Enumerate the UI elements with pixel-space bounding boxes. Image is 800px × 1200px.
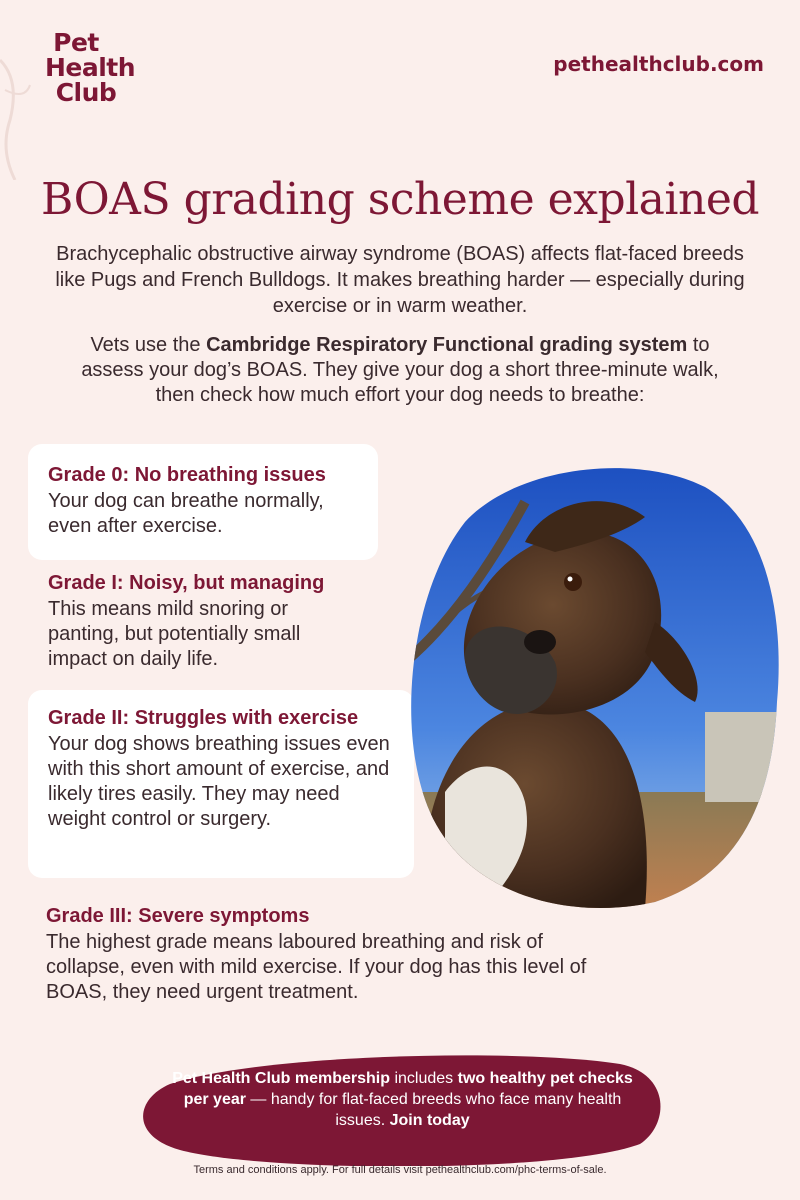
grade-0-card xyxy=(28,444,378,560)
grading-system-paragraph xyxy=(70,333,730,408)
cta-text-part4: — handy for flat-faced breeds who face many health issues. xyxy=(245,1091,622,1129)
cta-text-part2: includes xyxy=(390,1070,458,1087)
grade-1-heading: Grade I: Noisy, but managing xyxy=(48,572,325,594)
logo-line-pet: Pet xyxy=(53,28,99,57)
grading-intro-after: to assess your dog’s BOAS. They give your dog a short three-minute walk, then check how much effort your dog needs to breathe: xyxy=(81,334,719,406)
grade-2-heading: Grade II: Struggles with exercise xyxy=(48,707,359,729)
join-today-link[interactable]: Join today xyxy=(389,1112,470,1129)
site-url-link[interactable]: pethealthclub.com xyxy=(553,52,764,76)
grading-intro-before: Vets use the xyxy=(90,334,207,356)
intro-paragraph: Brachycephalic obstructive airway syndrome (BOAS) affects flat-faced breeds like Pugs and French Bulldogs. It makes breathing harder — especially during exercise or in warm weather. xyxy=(55,243,745,317)
membership-cta-text[interactable] xyxy=(160,1068,645,1131)
grading-system-name: Cambridge Respiratory Functional grading system xyxy=(206,334,688,356)
logo-line-health: Health xyxy=(44,53,136,82)
grade-3-text: The highest grade means laboured breathing and risk of collapse, even with mild exercise. If your dog has this level of BOAS, they need urgent treatment. xyxy=(46,931,587,1003)
grade-3-card xyxy=(26,900,626,1020)
brindle-dog-photo xyxy=(405,462,783,908)
pet-health-club-logo[interactable] xyxy=(30,30,150,105)
terms-footer: Terms and conditions apply. For full details visit pethealthclub.com/phc-terms-of-sale. xyxy=(193,1164,607,1176)
cta-health-checks: two healthy pet checks per year xyxy=(183,1070,633,1108)
grade-1-text: This means mild snoring or panting, but potentially small impact on daily life. xyxy=(48,598,301,670)
logo-line-club: Club xyxy=(55,78,117,107)
grade-0-text: Your dog can breathe normally, even after exercise. xyxy=(48,490,324,537)
page-title: BOAS grading scheme explained xyxy=(40,174,760,225)
cta-membership-name: Pet Health Club membership xyxy=(172,1070,391,1087)
grade-2-card xyxy=(28,690,414,878)
grade-1-card xyxy=(28,566,378,686)
grade-2-text: Your dog shows breathing issues even with this short amount of exercise, and likely tires easily. They may need weight control or surgery. xyxy=(48,733,390,830)
grade-3-heading: Grade III: Severe symptoms xyxy=(46,905,310,927)
grade-0-heading: Grade 0: No breathing issues xyxy=(48,464,326,486)
